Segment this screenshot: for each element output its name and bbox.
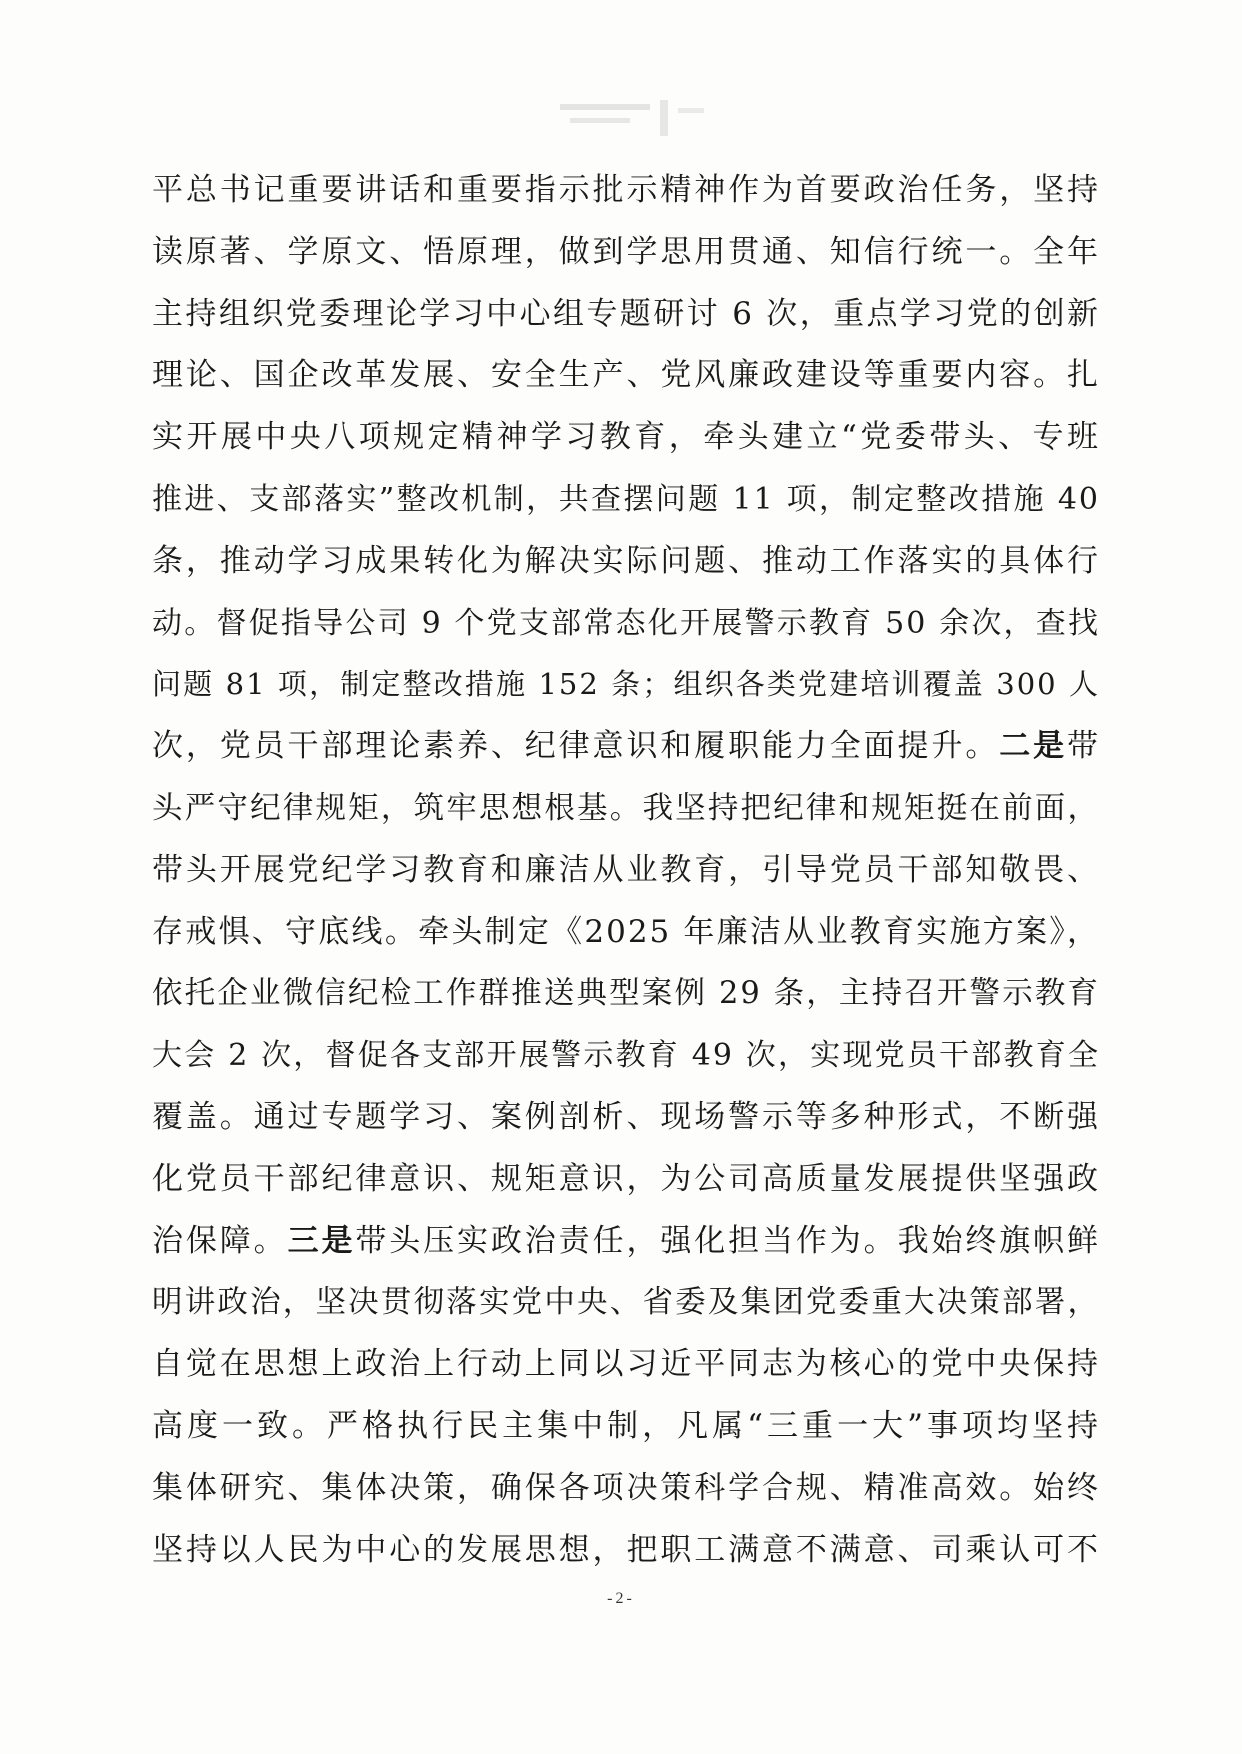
text-run: 治保障。 (152, 1222, 288, 1259)
text-run: 坚持以人民为中心的发展思想，把职工满意不满意、司乘认可不 (152, 1531, 1100, 1568)
text-line (152, 593, 1100, 655)
text-run: 平总书记重要讲话和重要指示批示精神作为首要政治任务，坚持 (152, 172, 1100, 208)
text-line (152, 345, 1100, 407)
text-run: 集体研究、集体决策，确保各项决策科学合规、精准高效。始终 (152, 1469, 1100, 1506)
text-line (152, 654, 1100, 716)
text-line (152, 1458, 1100, 1520)
text-run: 依托企业微信纪检工作群推送典型案例 29 条，主持召开警示教育 (152, 976, 1100, 1012)
text-line (152, 284, 1100, 346)
text-run: 次，党员干部理论素养、纪律意识和履职能力全面提升。 (152, 728, 1000, 765)
text-line (152, 407, 1100, 469)
text-run: 化党员干部纪律意识、规矩意识，为公司高质量发展提供坚强政 (152, 1160, 1100, 1197)
text-run: 明讲政治，坚决贯彻落实党中央、省委及集团党委重大决策部署， (152, 1285, 1100, 1321)
text-line (152, 1087, 1100, 1149)
text-line (152, 1334, 1100, 1396)
text-line (152, 160, 1100, 222)
text-line (152, 840, 1100, 902)
text-run: 覆盖。通过专题学习、案例剖析、现场警示等多种形式，不断强 (152, 1098, 1100, 1135)
bold-lead-phrase: 二是 (999, 728, 1068, 765)
text-line (152, 716, 1100, 778)
text-run: 理论、国企改革发展、安全生产、党风廉政建设等重要内容。扎 (152, 357, 1100, 394)
text-line (152, 1520, 1100, 1582)
text-run: 带 (1067, 728, 1101, 765)
faint-stamp-mark (560, 100, 710, 140)
text-line (152, 963, 1100, 1025)
text-run: 推进、支部落实”整改机制，共查摆问题 11 项，制定整改措施 40 (152, 481, 1100, 517)
text-line (152, 531, 1100, 593)
text-run: 条，推动学习成果转化为解决实际问题、推动工作落实的具体行 (152, 542, 1100, 579)
text-line (152, 778, 1100, 840)
text-line (152, 469, 1100, 531)
text-run: 问题 81 项，制定整改措施 152 条；组织各类党建培训覆盖 300 人 (152, 667, 1100, 702)
text-line (152, 1396, 1100, 1458)
text-line (152, 1149, 1100, 1211)
text-run: 大会 2 次，督促各支部开展警示教育 49 次，实现党员干部教育全 (152, 1038, 1100, 1074)
text-run: 自觉在思想上政治上行动上同以习近平同志为核心的党中央保持 (152, 1346, 1100, 1383)
text-run: 动。督促指导公司 9 个党支部常态化开展警示教育 50 余次，查找 (152, 605, 1100, 641)
text-line (152, 1272, 1100, 1334)
text-run: 头严守纪律规矩，筑牢思想根基。我坚持把纪律和规矩挺在前面， (152, 790, 1100, 826)
bold-lead-phrase: 三是 (287, 1222, 356, 1259)
body-paragraph (152, 160, 1100, 1581)
text-run: 读原著、学原文、悟原理，做到学思用贯通、知信行统一。全年 (152, 233, 1100, 270)
page-number: -2- (607, 1590, 635, 1607)
text-run: 高度一致。严格执行民主集中制，凡属“三重一大”事项均坚持 (152, 1407, 1100, 1444)
text-line (152, 1211, 1100, 1273)
text-line (152, 222, 1100, 284)
text-run: 实开展中央八项规定精神学习教育，牵头建立“党委带头、专班 (152, 419, 1100, 456)
text-run: 带头压实政治责任，强化担当作为。我始终旗帜鲜 (355, 1222, 1101, 1259)
text-run: 带头开展党纪学习教育和廉洁从业教育，引导党员干部知敬畏、 (152, 851, 1100, 888)
text-run: 存戒惧、守底线。牵头制定《2025 年廉洁从业教育实施方案》， (152, 913, 1100, 950)
text-line (152, 902, 1100, 964)
text-line (152, 1025, 1100, 1087)
text-run: 主持组织党委理论学习中心组专题研讨 6 次，重点学习党的创新 (152, 295, 1100, 332)
